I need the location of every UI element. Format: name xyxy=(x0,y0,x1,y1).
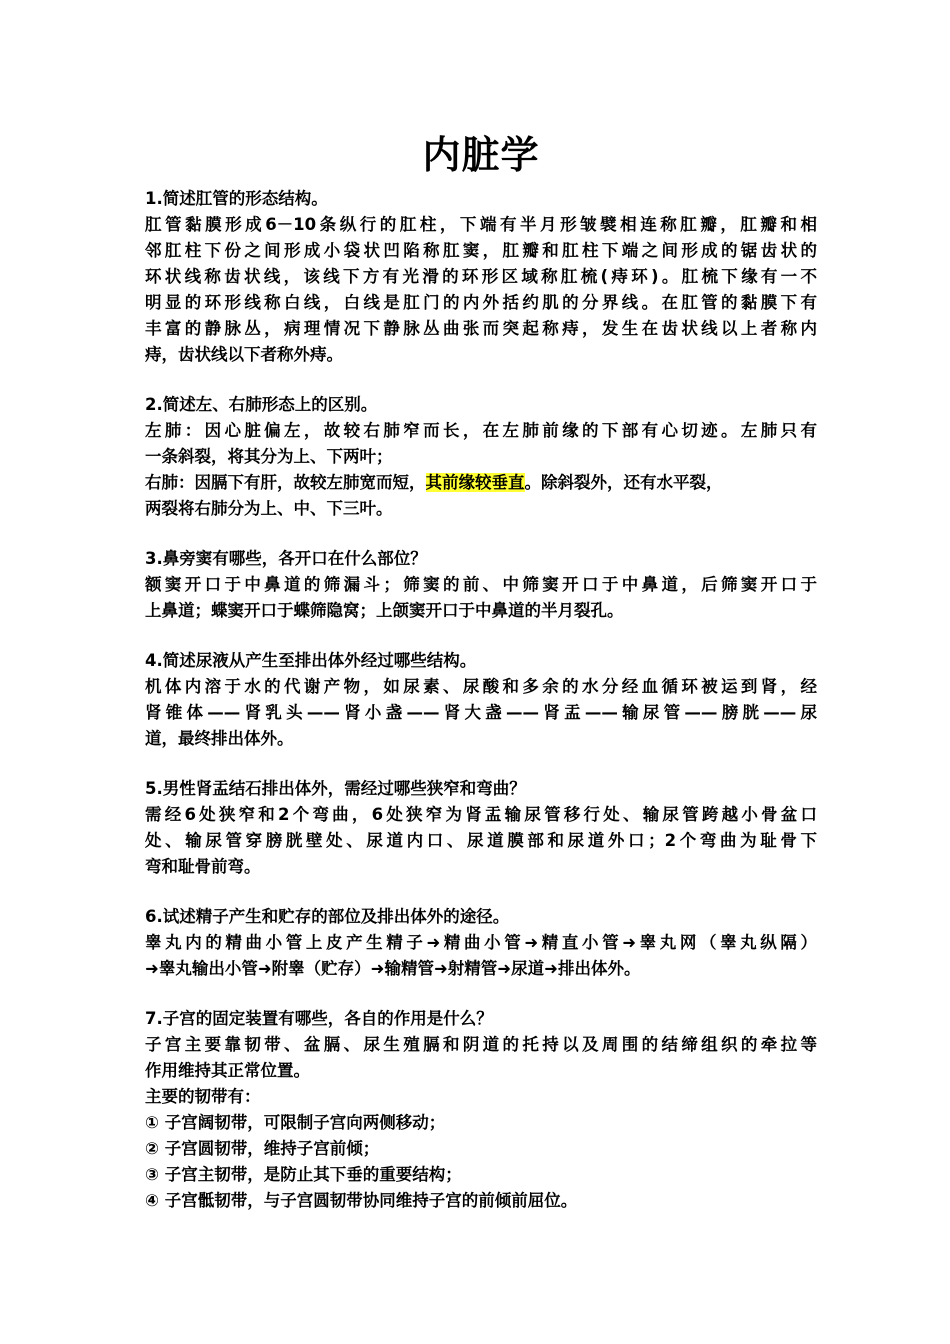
section-1 xyxy=(145,186,817,368)
question-heading: 3.鼻旁窦有哪些，各开口在什么部位？ xyxy=(145,549,427,568)
answer-line: 主要的韧带有： xyxy=(145,1087,261,1106)
answer-line: 作用维持其正常位置。 xyxy=(145,1061,310,1080)
question-heading: 6.试述精子产生和贮存的部位及排出体外的途径。 xyxy=(145,907,510,926)
answer-line: 额窦开口于中鼻道的筛漏斗；筛窦的前、中筛窦开口于中鼻道，后筛窦开口于 xyxy=(145,575,817,594)
answer-line: 弯和耻骨前弯。 xyxy=(145,857,261,876)
answer-line: 两裂将右肺分为上、中、下三叶。 xyxy=(145,499,393,518)
answer-line: 痔，齿状线以下者称外痔。 xyxy=(145,345,343,364)
answer-line: 机体内溶于水的代谢产物，如尿素、尿酸和多余的水分经血循环被运到肾，经 xyxy=(145,677,817,696)
section-3 xyxy=(145,546,817,624)
document-page xyxy=(145,118,817,1238)
question-heading: 1.简述肛管的形态结构。 xyxy=(145,189,328,208)
right-lung-line xyxy=(145,470,817,496)
answer-line: 子宫主要靠韧带、盆膈、尿生殖膈和阴道的托持以及周围的结缔组织的牵拉等 xyxy=(145,1035,817,1054)
answer-line: 邻肛柱下份之间形成小袋状凹陷称肛窦，肛瓣和肛柱下端之间形成的锯齿状的 xyxy=(145,241,817,260)
answer-line: 道，最终排出体外。 xyxy=(145,729,294,748)
highlighted-text: 其前缘较垂直 xyxy=(425,473,525,492)
answer-line: 环状线称齿状线，该线下方有光滑的环形区域称肛梳(痔环)。肛梳下缘有一不 xyxy=(145,267,817,286)
section-5 xyxy=(145,776,817,880)
right-lung-text-before: 右肺：因膈下有肝，故较左肺宽而短， xyxy=(145,473,426,492)
document-title: 内脏学 xyxy=(422,133,540,177)
answer-line: 处、输尿管穿膀胱壁处、尿道内口、尿道膜部和尿道外口；2个弯曲为耻骨下 xyxy=(145,831,817,850)
answer-line: 明显的环形线称白线，白线是肛门的内外括约肌的分界线。在肛管的黏膜下有 xyxy=(145,293,817,312)
question-heading: 4.简述尿液从产生至排出体外经过哪些结构。 xyxy=(145,651,477,670)
answer-line: 睾丸内的精曲小管上皮产生精子➜精曲小管➜精直小管➜睾丸网（睾丸纵隔） xyxy=(145,933,817,952)
list-item: ④ 子宫骶韧带，与子宫圆韧带协同维持子宫的前倾前屈位。 xyxy=(145,1191,578,1210)
answer-line: 肛管黏膜形成6－10条纵行的肛柱，下端有半月形皱襞相连称肛瓣，肛瓣和相 xyxy=(145,215,817,234)
section-7 xyxy=(145,1006,817,1214)
section-4 xyxy=(145,648,817,752)
answer-line: 左肺：因心脏偏左，故较右肺窄而长，在左肺前缘的下部有心切迹。左肺只有 xyxy=(145,421,817,440)
section-2 xyxy=(145,392,817,522)
question-heading: 7.子宫的固定装置有哪些，各自的作用是什么？ xyxy=(145,1009,493,1028)
answer-line: 一条斜裂，将其分为上、下两叶； xyxy=(145,447,393,466)
answer-line: 肾锥体——肾乳头——肾小盏——肾大盏——肾盂——输尿管——膀胱——尿 xyxy=(145,703,817,722)
question-heading: 5.男性肾盂结石排出体外，需经过哪些狭窄和弯曲？ xyxy=(145,779,526,798)
answer-line: 上鼻道；蝶窦开口于蝶筛隐窝；上颌窦开口于中鼻道的半月裂孔。 xyxy=(145,601,624,620)
answer-line: ➜睾丸输出小管➜附睾（贮存）➜输精管➜射精管➜尿道➜排出体外。 xyxy=(145,959,641,978)
question-heading: 2.简述左、右肺形态上的区别。 xyxy=(145,395,378,414)
section-6 xyxy=(145,904,817,982)
right-lung-text-after: 。除斜裂外，还有水平裂， xyxy=(524,473,723,492)
answer-line: 需经6处狭窄和2个弯曲，6处狭窄为肾盂输尿管移行处、输尿管跨越小骨盆口 xyxy=(145,805,817,824)
list-item: ① 子宫阔韧带，可限制子宫向两侧移动； xyxy=(145,1113,446,1132)
list-item: ③ 子宫主韧带，是防止其下垂的重要结构； xyxy=(145,1165,462,1184)
list-item: ② 子宫圆韧带，维持子宫前倾； xyxy=(145,1139,380,1158)
answer-line: 丰富的静脉丛，病理情况下静脉丛曲张而突起称痔，发生在齿状线以上者称内 xyxy=(145,319,817,338)
